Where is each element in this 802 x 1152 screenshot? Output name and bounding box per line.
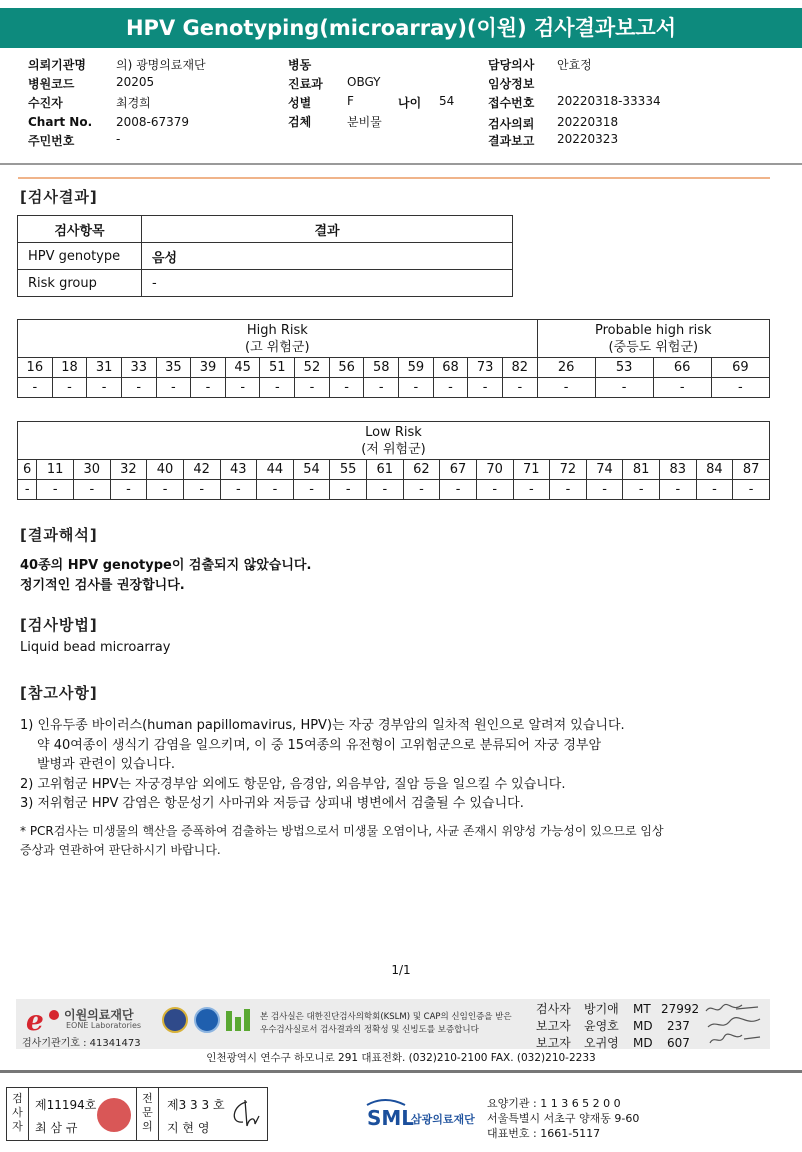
genotype-cell: 74 [586, 460, 623, 480]
genotype-result-cell: - [468, 378, 503, 398]
signer-name-1: 최 삼 규 [35, 1121, 78, 1135]
genotype-cell: 42 [183, 460, 220, 480]
result-table [17, 215, 513, 297]
inspector-signatures-icon [702, 1001, 768, 1049]
genotype-result-cell: - [260, 378, 295, 398]
label-specimen: 검체 [288, 115, 312, 129]
genotype-result-cell: - [440, 480, 477, 500]
kslm-logo-icon [224, 1007, 254, 1035]
genotype-result-cell: - [502, 378, 537, 398]
institution-number: 검사기관기호 : 41341473 [22, 1038, 141, 1049]
genotype-result-cell: - [18, 480, 37, 500]
genotype-result-cell: - [660, 480, 697, 500]
genotype-result-cell: - [52, 378, 87, 398]
genotype-cell: 39 [191, 358, 226, 378]
label-request-date: 검사의뢰 [488, 117, 535, 131]
genotype-cell: 61 [367, 460, 404, 480]
sml-phone: 대표번호 : 1661-5117 [487, 1127, 601, 1140]
inspector-number: 607 [667, 1036, 690, 1050]
genotype-cell: 55 [330, 460, 367, 480]
genotype-cell: 83 [660, 460, 697, 480]
genotype-cell: 82 [502, 358, 537, 378]
table-row [18, 270, 513, 297]
inspector-name: 오귀영 [584, 1036, 619, 1050]
genotype-result-cell: - [367, 480, 404, 500]
genotype-cell: 44 [257, 460, 294, 480]
specialist-cell [159, 1088, 267, 1140]
inspector-name: 방기애 [584, 1002, 619, 1016]
cap-badge-icon [162, 1007, 188, 1033]
header-result: 결과 [142, 216, 513, 243]
genotype-result-cell: - [403, 480, 440, 500]
genotype-result-cell: - [595, 378, 653, 398]
sml-address: 서울특별시 서초구 양재동 9-60 [487, 1112, 640, 1125]
sml-info [487, 1096, 639, 1141]
value-patient-name: 최경희 [116, 96, 151, 110]
inspector-number: 27992 [661, 1002, 700, 1016]
cert-statement [260, 1011, 512, 1037]
cert-line: 우수검사실로서 검사결과의 정확성 및 신빙도를 보증합니다 [260, 1025, 479, 1035]
genotype-result-cell: - [653, 378, 711, 398]
label-receipt-no: 접수번호 [488, 96, 535, 110]
footnote-line: * PCR검사는 미생물의 핵산을 증폭하여 검출하는 방법으로서 미생물 오염이나, 사균 존재시 위양성 가능성이 있으므로 임상 [20, 824, 664, 838]
genotype-result-cell: - [364, 378, 399, 398]
genotype-result-cell: - [537, 378, 595, 398]
high-risk-title: High Risk [246, 322, 308, 338]
note-line: 발병과 관련이 있습니다. [37, 757, 175, 772]
genotype-result-cell: - [623, 480, 660, 500]
vertical-label-inspector: 검사자 [7, 1088, 29, 1140]
low-risk-header-row [18, 422, 770, 460]
low-risk-result-row [18, 480, 770, 500]
genotype-result-cell: - [147, 480, 184, 500]
label-report-date: 결과보고 [488, 134, 535, 148]
inspector-name: 윤영호 [584, 1019, 619, 1033]
label-patient-name: 수진자 [28, 96, 63, 110]
cell-test-item: HPV genotype [18, 243, 142, 270]
genotype-result-cell: - [711, 378, 769, 398]
signer-name-2: 지 현 영 [167, 1121, 210, 1135]
high-risk-header [18, 320, 538, 358]
genotype-result-cell: - [293, 480, 330, 500]
low-risk-header [18, 422, 770, 460]
label-age: 나이 [398, 96, 422, 110]
value-specimen: 분비물 [347, 115, 382, 129]
label-department: 진료과 [288, 77, 323, 91]
value-resident-no: - [116, 132, 121, 146]
footnote [20, 822, 760, 860]
genotype-cell: 43 [220, 460, 257, 480]
value-hospital-code: 20205 [116, 75, 155, 89]
genotype-result-cell: - [183, 480, 220, 500]
inspector-list [536, 1001, 700, 1052]
red-seal-icon [97, 1098, 131, 1132]
genotype-result-cell: - [156, 378, 191, 398]
interpretation-text [20, 556, 311, 596]
genotype-result-cell: - [476, 480, 513, 500]
lab-name-en: EONE Laboratories [66, 1021, 142, 1030]
value-receipt-no: 20220318-33334 [557, 94, 661, 108]
genotype-result-cell: - [399, 378, 434, 398]
method-text: Liquid bead microarray [20, 640, 171, 655]
value-age: 54 [439, 94, 455, 108]
probable-risk-header [537, 320, 769, 358]
label-ward: 병동 [288, 58, 312, 72]
genotype-result-cell: - [513, 480, 550, 500]
footer-divider [0, 1070, 802, 1073]
iso-badge-icon [194, 1007, 220, 1033]
high-risk-table [17, 319, 770, 398]
genotype-cell: 26 [537, 358, 595, 378]
section-title-reference: [참고사항] [20, 684, 98, 702]
label-clinical-info: 임상정보 [488, 77, 535, 91]
eone-logo-icon [24, 1005, 64, 1035]
genotype-result-cell: - [37, 480, 74, 500]
genotype-cell: 18 [52, 358, 87, 378]
genotype-result-cell: - [110, 480, 147, 500]
genotype-result-cell: - [225, 378, 260, 398]
section-title-method: [검사방법] [20, 616, 98, 634]
lab-name: 이원의료재단 [64, 1008, 134, 1022]
genotype-cell: 11 [37, 460, 74, 480]
genotype-result-cell: - [18, 378, 53, 398]
genotype-cell: 40 [147, 460, 184, 480]
genotype-result-cell: - [74, 480, 111, 500]
genotype-cell: 53 [595, 358, 653, 378]
genotype-cell: 72 [550, 460, 587, 480]
label-requesting-org: 의뢰기관명 [28, 58, 86, 72]
section-divider [18, 177, 770, 179]
page-number: 1/1 [391, 963, 411, 977]
header-test-item: 검사항목 [18, 216, 142, 243]
genotype-cell: 66 [653, 358, 711, 378]
header-divider [0, 163, 802, 165]
genotype-cell: 33 [121, 358, 156, 378]
high-risk-result-row [18, 378, 770, 398]
label-chart-no: Chart No. [28, 115, 93, 129]
genotype-result-cell: - [121, 378, 156, 398]
genotype-result-cell: - [295, 378, 330, 398]
genotype-cell: 84 [696, 460, 733, 480]
genotype-cell: 69 [711, 358, 769, 378]
cell-result: 음성 [142, 243, 513, 270]
title-bar [0, 0, 802, 56]
genotype-cell: 67 [440, 460, 477, 480]
inspector-row [536, 1018, 690, 1035]
genotype-cell: 32 [110, 460, 147, 480]
vertical-label-specialist: 전문의 [137, 1088, 159, 1140]
lab-address: 인천광역시 연수구 하모니로 291 대표전화. (032)210-2100 FAX. (032)210-2233 [206, 1052, 596, 1064]
value-requesting-org: 의) 광명의료재단 [116, 58, 206, 72]
note-line: 1) 인유두종 바이러스(human papillomavirus, HPV)는 자궁 경부암의 일차적 원인으로 알려져 있습니다. [20, 718, 625, 733]
genotype-result-cell: - [191, 378, 226, 398]
inspector-license: MD [633, 1036, 653, 1050]
signature-box [6, 1087, 268, 1141]
genotype-result-cell: - [550, 480, 587, 500]
genotype-cell: 30 [74, 460, 111, 480]
result-table-header [18, 216, 513, 243]
genotype-result-cell: - [586, 480, 623, 500]
value-request-date: 20220318 [557, 115, 619, 129]
inspector-license: MT [633, 1002, 651, 1016]
svg-text:e: e [26, 1005, 44, 1035]
genotype-cell: 56 [329, 358, 364, 378]
report-title: HPV Genotyping(microarray)(이원) 검사결과보고서 [0, 8, 802, 48]
genotype-result-cell: - [733, 480, 770, 500]
section-title-results: [검사결과] [20, 188, 98, 206]
license-no-2: 제3 3 3 호 [167, 1098, 225, 1112]
high-risk-header-row [18, 320, 770, 358]
genotype-cell: 51 [260, 358, 295, 378]
genotype-cell: 54 [293, 460, 330, 480]
genotype-cell: 52 [295, 358, 330, 378]
value-report-date: 20220323 [557, 132, 619, 146]
sml-logo [365, 1097, 485, 1137]
genotype-cell: 59 [399, 358, 434, 378]
genotype-result-cell: - [329, 378, 364, 398]
cell-test-item: Risk group [18, 270, 142, 297]
genotype-result-cell: - [433, 378, 468, 398]
inspector-role: 보고자 [536, 1019, 571, 1033]
probable-risk-subtitle: (중등도 위험군) [608, 339, 699, 355]
genotype-result-cell: - [220, 480, 257, 500]
footnote-line: 증상과 연관하여 판단하시기 바랍니다. [20, 843, 221, 857]
inspector-role: 검사자 [536, 1002, 571, 1016]
sml-code: 요양기관 : 1 1 3 6 5 2 0 0 [487, 1097, 621, 1110]
genotype-cell: 35 [156, 358, 191, 378]
inspector-number: 237 [667, 1019, 690, 1033]
genotype-cell: 81 [623, 460, 660, 480]
high-risk-subtitle: (고 위험군) [245, 339, 310, 355]
genotype-cell: 87 [733, 460, 770, 480]
low-risk-table [17, 421, 770, 500]
table-row [18, 243, 513, 270]
interpretation-line: 40종의 HPV genotype이 검출되지 않았습니다. [20, 558, 312, 573]
genotype-result-cell: - [330, 480, 367, 500]
genotype-result-cell: - [257, 480, 294, 500]
genotype-cell: 31 [87, 358, 122, 378]
label-hospital-code: 병원코드 [28, 77, 75, 91]
low-risk-subtitle: (저 위험군) [361, 441, 426, 457]
inspector-license: MD [633, 1019, 653, 1033]
svg-text:SML: SML [367, 1106, 415, 1130]
genotype-cell: 71 [513, 460, 550, 480]
genotype-cell: 62 [403, 460, 440, 480]
note-line: 3) 저위험군 HPV 감염은 항문성기 사마귀와 저등급 상피내 병변에서 검출될 수 있습니다. [20, 796, 524, 811]
genotype-result-cell: - [87, 378, 122, 398]
specialist-signature-icon [225, 1096, 263, 1134]
genotype-cell: 73 [468, 358, 503, 378]
value-sex: F [347, 94, 354, 108]
genotype-cell: 58 [364, 358, 399, 378]
high-risk-type-row [18, 358, 770, 378]
probable-risk-title: Probable high risk [595, 322, 712, 338]
inspector-role: 보고자 [536, 1036, 571, 1050]
sml-name: 삼광의료재단 [411, 1113, 475, 1126]
genotype-cell: 6 [18, 460, 37, 480]
label-doctor: 담당의사 [488, 58, 535, 72]
low-risk-type-row [18, 460, 770, 480]
cert-line: 본 검사실은 대한진단검사의학회(KSLM) 및 CAP의 신임인증을 받은 [260, 1012, 512, 1022]
low-risk-title: Low Risk [365, 424, 422, 440]
cell-result: - [142, 270, 513, 297]
footer-cert-band [16, 999, 770, 1049]
genotype-cell: 70 [476, 460, 513, 480]
genotype-result-cell: - [696, 480, 733, 500]
license-no-1: 제11194호 [35, 1098, 97, 1112]
value-chart-no: 2008-67379 [116, 115, 190, 129]
label-sex: 성별 [288, 96, 312, 110]
value-doctor: 안효정 [557, 58, 592, 72]
genotype-cell: 68 [433, 358, 468, 378]
section-title-interpretation: [결과해석] [20, 526, 98, 544]
reference-notes [20, 716, 625, 814]
inspector-cell [29, 1088, 137, 1140]
genotype-cell: 16 [18, 358, 53, 378]
genotype-cell: 45 [225, 358, 260, 378]
value-department: OBGY [347, 75, 381, 89]
inspector-row [536, 1001, 700, 1018]
interpretation-line: 정기적인 검사를 권장합니다. [20, 578, 185, 593]
note-line: 약 40여종이 생식기 감염을 일으키며, 이 중 15여종의 유전형이 고위험군으로 분류되어 자궁 경부암 [37, 737, 602, 753]
label-resident-no: 주민번호 [28, 134, 75, 148]
note-line: 2) 고위험군 HPV는 자궁경부암 외에도 항문암, 음경암, 외음부암, 질암 등을 일으킬 수 있습니다. [20, 776, 566, 792]
